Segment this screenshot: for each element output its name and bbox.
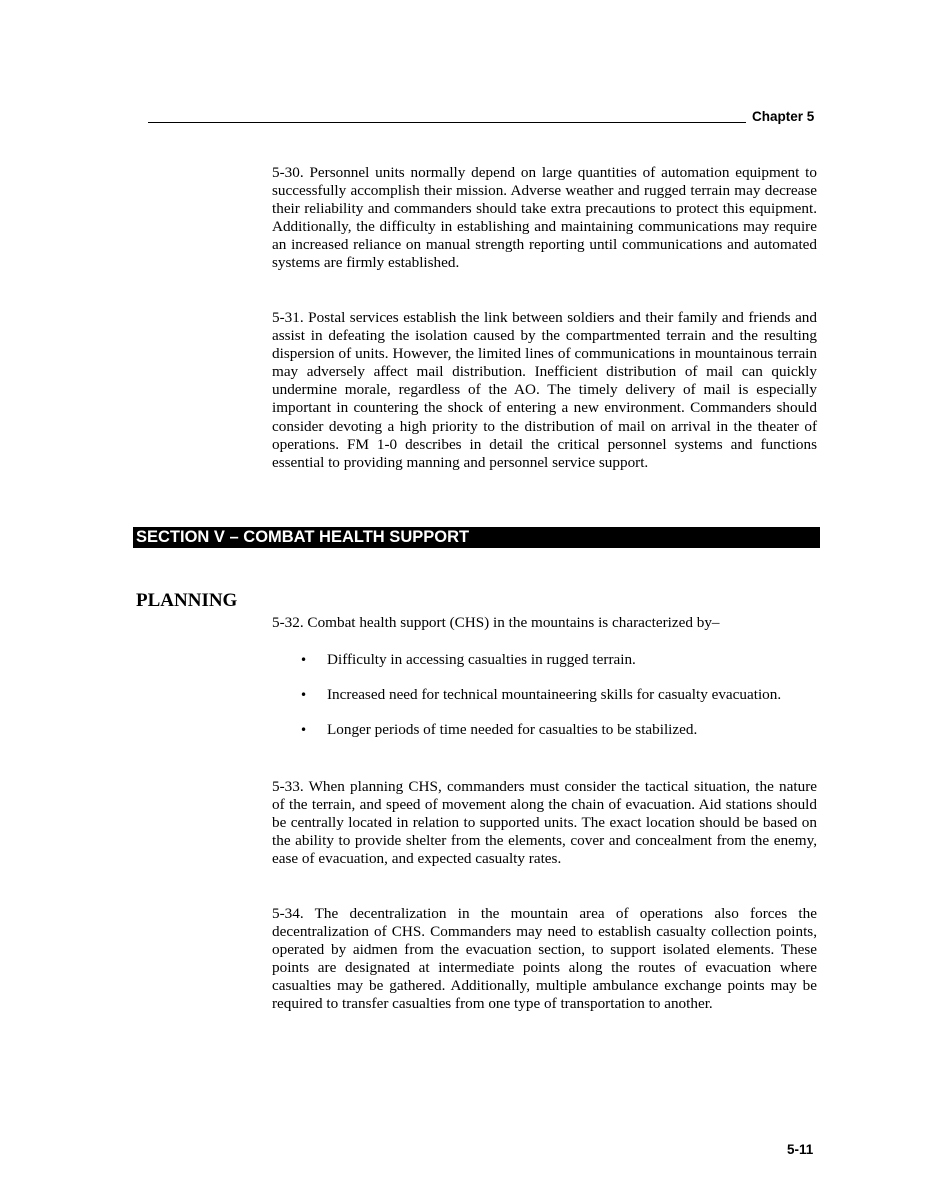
paragraph-5-31: 5-31. Postal services establish the link between soldiers and their family and friends and assist in defeating the isolation caused by the compartmented terrain and the resulting dispersion of units. However, the limited lines of communications in mountainous terrain may adversely affect mail distribution. Inefficient distribution of mail can quickly undermine morale, regardless of the AO. The timely delivery of mail is especially important in countering the shock of entering a new environment. Commanders should consider devoting a high priority to the distribution of mail on arrival in the theater of operations. FM 1-0 describes in detail the critical personnel systems and functions essential to providing manning and personnel service support. xyxy=(272,309,817,471)
planning-heading: PLANNING xyxy=(136,590,238,611)
bullet-text: Increased need for technical mountaineering skills for casualty evacuation. xyxy=(327,686,782,704)
bullet-item xyxy=(272,721,817,739)
bullet-list xyxy=(272,651,817,739)
bullet-dot-icon: • xyxy=(300,723,308,738)
paragraph-5-33: 5-33. When planning CHS, commanders must consider the tactical situation, the nature of the terrain, and speed of movement along the chain of evacuation. Aid stations should be centrally located in relation to supported units. The exact location should be based on the ability to provide shelter from the elements, cover and concealment from the enemy, ease of evacuation, and expected casualty rates. xyxy=(272,778,817,868)
bullet-dot-icon: • xyxy=(300,653,308,667)
paragraph-5-34: 5-34. The decentralization in the mountain area of operations also forces the decentralization of CHS. Commanders may need to establish casualty collection points, operated by aidmen from the evacuation section, to support isolated elements. These points are designated at intermediate points along the routes of evacuation where casualties may be gathered. Additionally, multiple ambulance exchange points may be required to transfer casualties from one type of transportation to another. xyxy=(272,905,817,1013)
bullet-item xyxy=(272,651,817,669)
paragraph-5-30: 5-30. Personnel units normally depend on large quantities of automation equipment to successfully accomplish their mission. Adverse weather and rugged terrain may decrease their reliability and commanders should take extra precautions to protect this equipment. Additionally, the difficulty in establishing and maintaining communications may require an increased reliance on manual strength reporting until communications and automated systems are firmly established. xyxy=(272,164,817,272)
paragraph-5-32: 5-32. Combat health support (CHS) in the mountains is characterized by– xyxy=(272,614,720,631)
chapter-label: Chapter 5 xyxy=(752,109,815,124)
page-number: 5-11 xyxy=(787,1142,814,1157)
header-rule xyxy=(148,122,746,123)
section-heading-bar: SECTION V – COMBAT HEALTH SUPPORT xyxy=(133,527,820,548)
bullet-text: Longer periods of time needed for casualties to be stabilized. xyxy=(327,721,698,739)
bullet-text: Difficulty in accessing casualties in rugged terrain. xyxy=(327,651,636,668)
bullet-item xyxy=(272,686,817,704)
bullet-dot-icon: • xyxy=(300,688,308,703)
